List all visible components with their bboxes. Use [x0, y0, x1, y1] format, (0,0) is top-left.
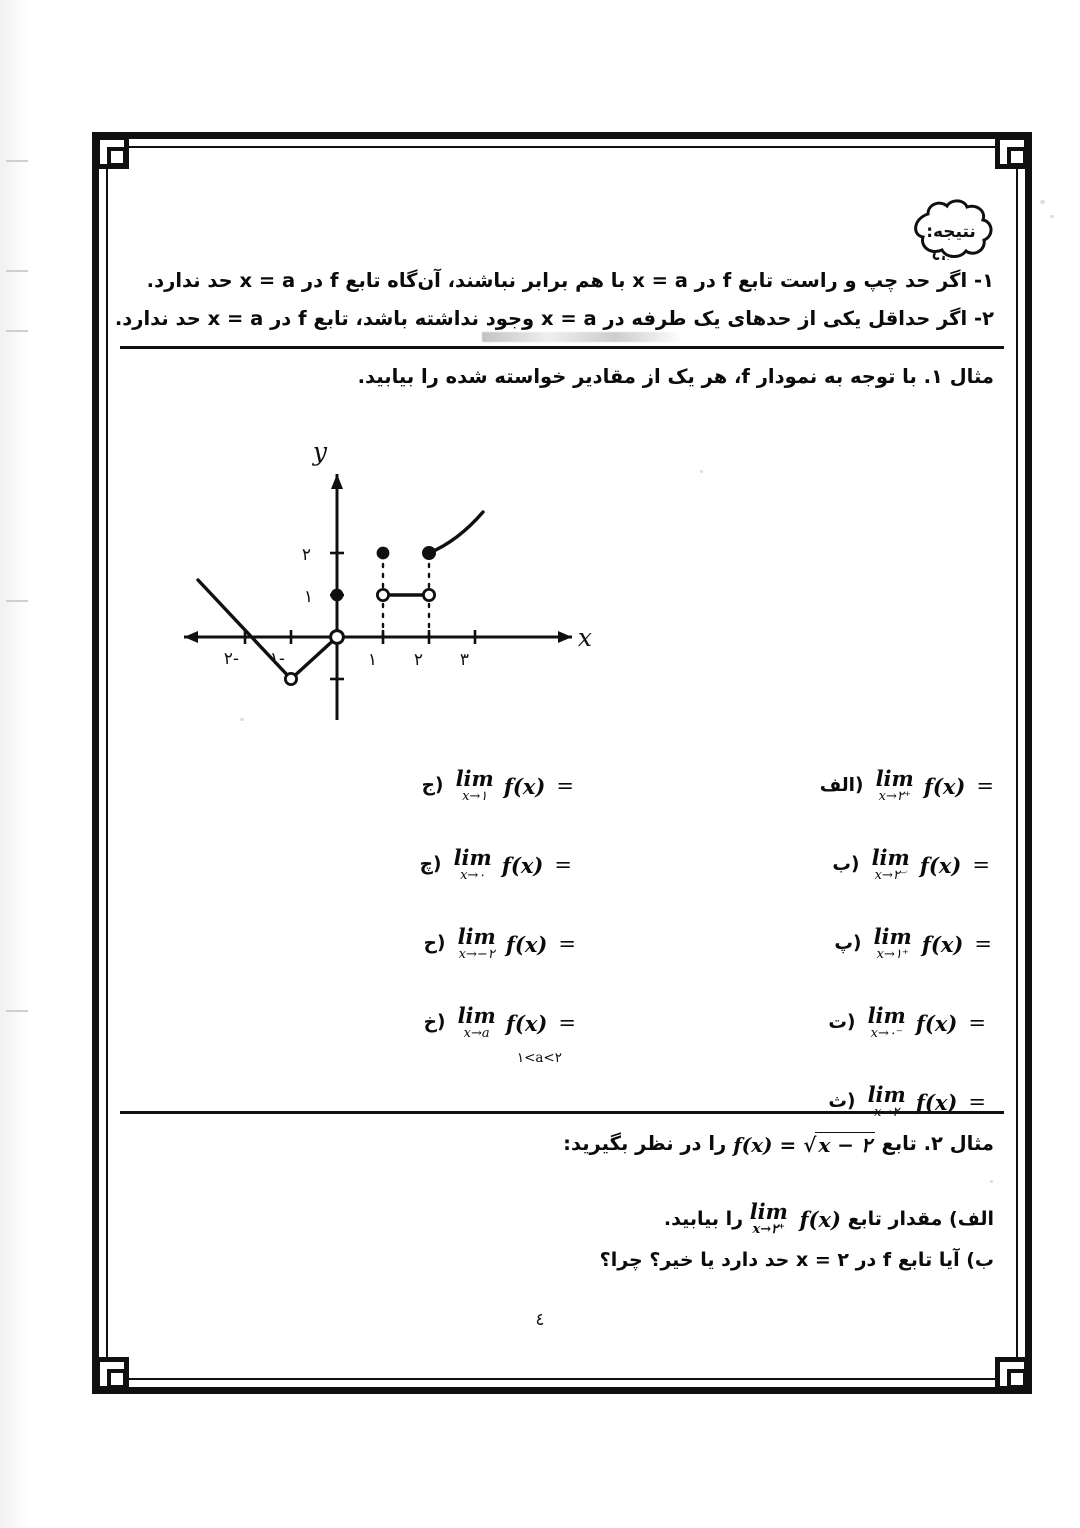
limit-equals: = [972, 853, 990, 878]
limit-subscript: x→۲⁺ [752, 1222, 786, 1238]
limit-subscript: x→۱ [462, 789, 488, 804]
limit-expression [868, 1084, 986, 1121]
limit-tag: خ) [423, 1011, 446, 1033]
scan-edge-mark [6, 1010, 28, 1012]
svg-text:۲: ۲ [301, 545, 311, 565]
limit-tag: پ) [834, 932, 862, 954]
scan-edge-mark [6, 600, 28, 602]
limit-expression [458, 926, 576, 963]
limit-function: f(x) [915, 1089, 958, 1115]
limits-question-grid [128, 766, 994, 1120]
limit-function: f(x) [921, 931, 964, 957]
conclusion-list [114, 262, 994, 338]
scan-speck [1040, 200, 1045, 204]
limit-equals: = [968, 1090, 986, 1115]
limit-function: f(x) [923, 773, 966, 799]
scan-speck [1050, 215, 1054, 218]
svg-text:۲: ۲ [413, 650, 423, 670]
scan-edge-mark [6, 330, 28, 332]
example-2-part-b: ب) آیا تابع f در x = ۲ حد دارد یا خیر؟ چرا؟ [599, 1249, 994, 1272]
limit-word: lim [455, 766, 494, 791]
limit-subscript: x→۰⁻ [870, 1026, 903, 1041]
limit-subscript: x→۰ [460, 868, 486, 883]
example-2-parts [132, 1198, 994, 1280]
conclusion-item-1: ۱- اگر حد چپ و راست تابع f در x = a با هم برابر نباشند، آن‌گاه تابع f در x = a حد ندارد. [146, 269, 994, 292]
limit-tag: ث) [828, 1090, 856, 1112]
limit-equals: = [554, 853, 572, 878]
limit-equals: = [968, 1011, 986, 1036]
limit-tag: ح) [423, 932, 446, 954]
limit-equals: = [558, 932, 576, 957]
limit-word: lim [867, 1003, 906, 1028]
limit-word: lim [453, 845, 492, 870]
limit-item-te [828, 1005, 986, 1042]
example-1-heading: مثال ۱. با توجه به نمودار f، هر یک از مقادیر خواسته شده را بیابید. [357, 365, 994, 388]
part-a-text-after: را بیابید. [663, 1208, 744, 1231]
limit-equals: = [556, 774, 574, 799]
example-2-formula [733, 1133, 875, 1157]
limit-expression [456, 768, 574, 805]
example-2-part-a [132, 1198, 994, 1241]
limit-expression [876, 768, 994, 805]
page-content [112, 150, 1012, 1376]
limit-subscript: x→−۲ [458, 947, 495, 962]
limit-expression [458, 1005, 576, 1042]
limit-function: f(x) [503, 773, 546, 799]
scan-edge-mark [6, 160, 28, 162]
limit-item-jim [422, 768, 574, 805]
svg-text:-۲: -۲ [223, 649, 239, 669]
scan-edge-strip [0, 0, 40, 1528]
limit-subscript: x→a [463, 1026, 490, 1041]
section-divider-bottom [120, 1111, 1004, 1114]
limit-word: lim [871, 845, 910, 870]
limit-subscript: x→۲⁻ [874, 868, 907, 883]
limit-word: lim [875, 766, 914, 791]
limit-word: lim [749, 1199, 788, 1225]
formula-radicand: x − ۲ [815, 1132, 874, 1157]
example-2-heading [132, 1132, 994, 1157]
limit-word: lim [867, 1082, 906, 1107]
limit-expression [454, 847, 572, 884]
svg-text:x: x [577, 623, 592, 652]
part-a-text-before: الف) مقدار تابع [847, 1208, 994, 1231]
limit-item-khe [424, 1005, 576, 1042]
svg-text:۱: ۱ [367, 650, 377, 670]
example-2-text-after: را در نظر بگیرید: [563, 1132, 727, 1155]
limit-word: lim [457, 924, 496, 949]
limit-item-he [424, 926, 576, 963]
svg-text:y: y [312, 437, 327, 466]
limit-item-alef [820, 768, 994, 805]
limit-function: f(x) [915, 1010, 958, 1036]
limit-function: f(x) [799, 1207, 841, 1232]
formula-fx: f(x) = [733, 1132, 797, 1157]
limit-tag: چ) [419, 853, 442, 875]
section-divider-top [120, 346, 1004, 349]
limit-equals: = [976, 774, 994, 799]
conclusion-badge-label: نتیجه: [926, 222, 976, 242]
limit-function: f(x) [505, 931, 548, 957]
page-number: ٤ [535, 1310, 545, 1330]
limit-expression [872, 847, 990, 884]
limit-function: f(x) [919, 852, 962, 878]
limit-equals: = [974, 932, 992, 957]
limit-expression [874, 926, 992, 963]
limit-item-che [420, 847, 572, 884]
sqrt-icon: √ [803, 1132, 817, 1157]
conclusion-item-2: ۲- اگر حداقل یکی از حدهای یک طرفه در x = a وجود نداشته باشد، تابع f در x = a حد ندارد. [114, 307, 994, 331]
part-a-limit-expression [750, 1198, 841, 1241]
limit-item-pe [834, 926, 992, 963]
limit-expression [868, 1005, 986, 1042]
limit-tag: ب) [832, 853, 860, 875]
limit-tag: الف) [819, 774, 864, 796]
limit-item-se [828, 1084, 986, 1121]
limit-item-be [832, 847, 990, 884]
scan-edge-mark [6, 270, 28, 272]
svg-text:-۱: -۱ [269, 649, 285, 669]
limit-tag: ج) [421, 774, 444, 796]
limit-subscript: x→۲ [874, 1105, 900, 1120]
limit-equals: = [558, 1011, 576, 1036]
limit-tag: ت) [828, 1011, 856, 1033]
limit-subscript: x→۱⁺ [876, 947, 909, 962]
limit-word: lim [457, 1003, 496, 1028]
limit-function: f(x) [501, 852, 544, 878]
limit-subscript: x→۲⁺ [878, 789, 911, 804]
limit-function: f(x) [505, 1010, 548, 1036]
svg-text:۱: ۱ [303, 587, 313, 607]
function-graph [172, 432, 642, 722]
limit-range-note: ۱<a<۲ [516, 1050, 562, 1066]
example-2-text-before: مثال ۲. تابع [881, 1132, 994, 1155]
limit-word: lim [873, 924, 912, 949]
svg-text:۳: ۳ [459, 650, 469, 670]
